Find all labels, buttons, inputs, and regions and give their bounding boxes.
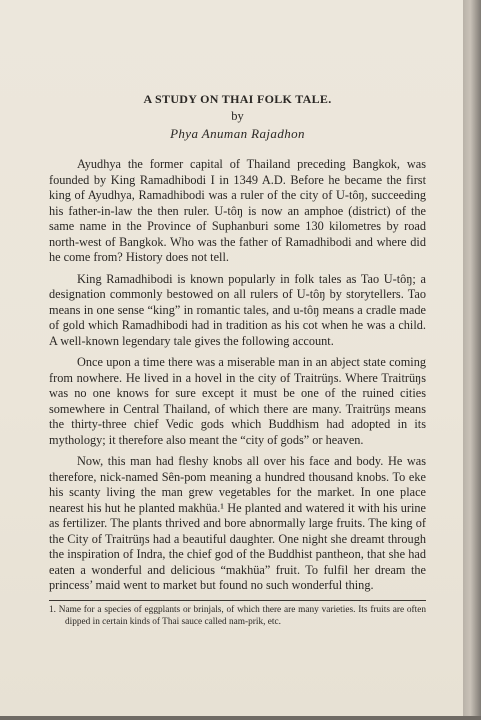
paragraph-4: Now, this man had fleshy knobs all over his face and body. He was therefore, nick-named Sên-pom meaning a hundred thousand knobs. To eke his scanty living the man grew vegetables for the market. In one place nearest his hut he planted makhüa.¹ He planted and watered it with his urine as fertilizer. The plants thrived and bore abnormally large fruits. The king of the City of Traitrüŋs had a beautiful daughter. One night she dreamt through the inspiration of Indra, the chief god of the Buddhist pantheon, that she had eaten a wonderful and delicious “makhüa” fruit. To fulfil her dream the princess’ maid went to market but found no such wonderful thing. bbox=[49, 454, 426, 592]
byline: by bbox=[231, 109, 244, 123]
page-bottom-edge bbox=[0, 716, 481, 720]
paragraph-1: Ayudhya the former capital of Thailand preceding Bangkok, was founded by King Ramadhibodi I in 1349 A.D. Before he became the first king of Ayudhya, Ramadhibodi was a ruler of the city of U-tôŋ, succeeding his father-in-law the then ruler. U-tôŋ is now an amphoe (district) of the same name in the Province of Suphanburi some 130 kilometres by road north-west of Bangkok. Who was the father of Ramadhibodi and where did he come from? History does not tell. bbox=[49, 157, 426, 264]
article-title: A STUDY ON THAI FOLK TALE. bbox=[143, 92, 332, 106]
page-edge-shadow bbox=[463, 0, 481, 720]
author-name: Phya Anuman Rajadhon bbox=[170, 126, 305, 141]
paragraph-2: King Ramadhibodi is known popularly in folk tales as Tao U-tôŋ; a designation commonly bestowed on all rulers of U-tôŋ by storytellers. Tao means in one sense “king” in romantic tales, and u-tôŋ means a cradle made of gold which Ramadhibodi had in tradition as his cot when he was a child. A well-known legendary tale gives the following account. bbox=[49, 271, 426, 348]
footnote: 1. Name for a species of eggplants or brinjals, of which there are many varieties. Its fruits are often dipped in certain kinds of Thai sauce called nam-prik, etc. bbox=[49, 604, 426, 627]
paragraph-3: Once upon a time there was a miserable man in an abject state coming from nowhere. He lived in a hovel in the city of Traitrüŋs. Where Traitrüŋs was no one knows for sure except it must be one of the ruined cities somewhere in Central Thailand, of which there are many. Traitrüŋs means the thirty-three chief Vedic gods which Buddhism had adopted in its mythology; it therefore also meant the “city of gods” or heaven. bbox=[49, 355, 426, 447]
page-content bbox=[49, 91, 426, 628]
footnote-divider bbox=[49, 600, 426, 601]
